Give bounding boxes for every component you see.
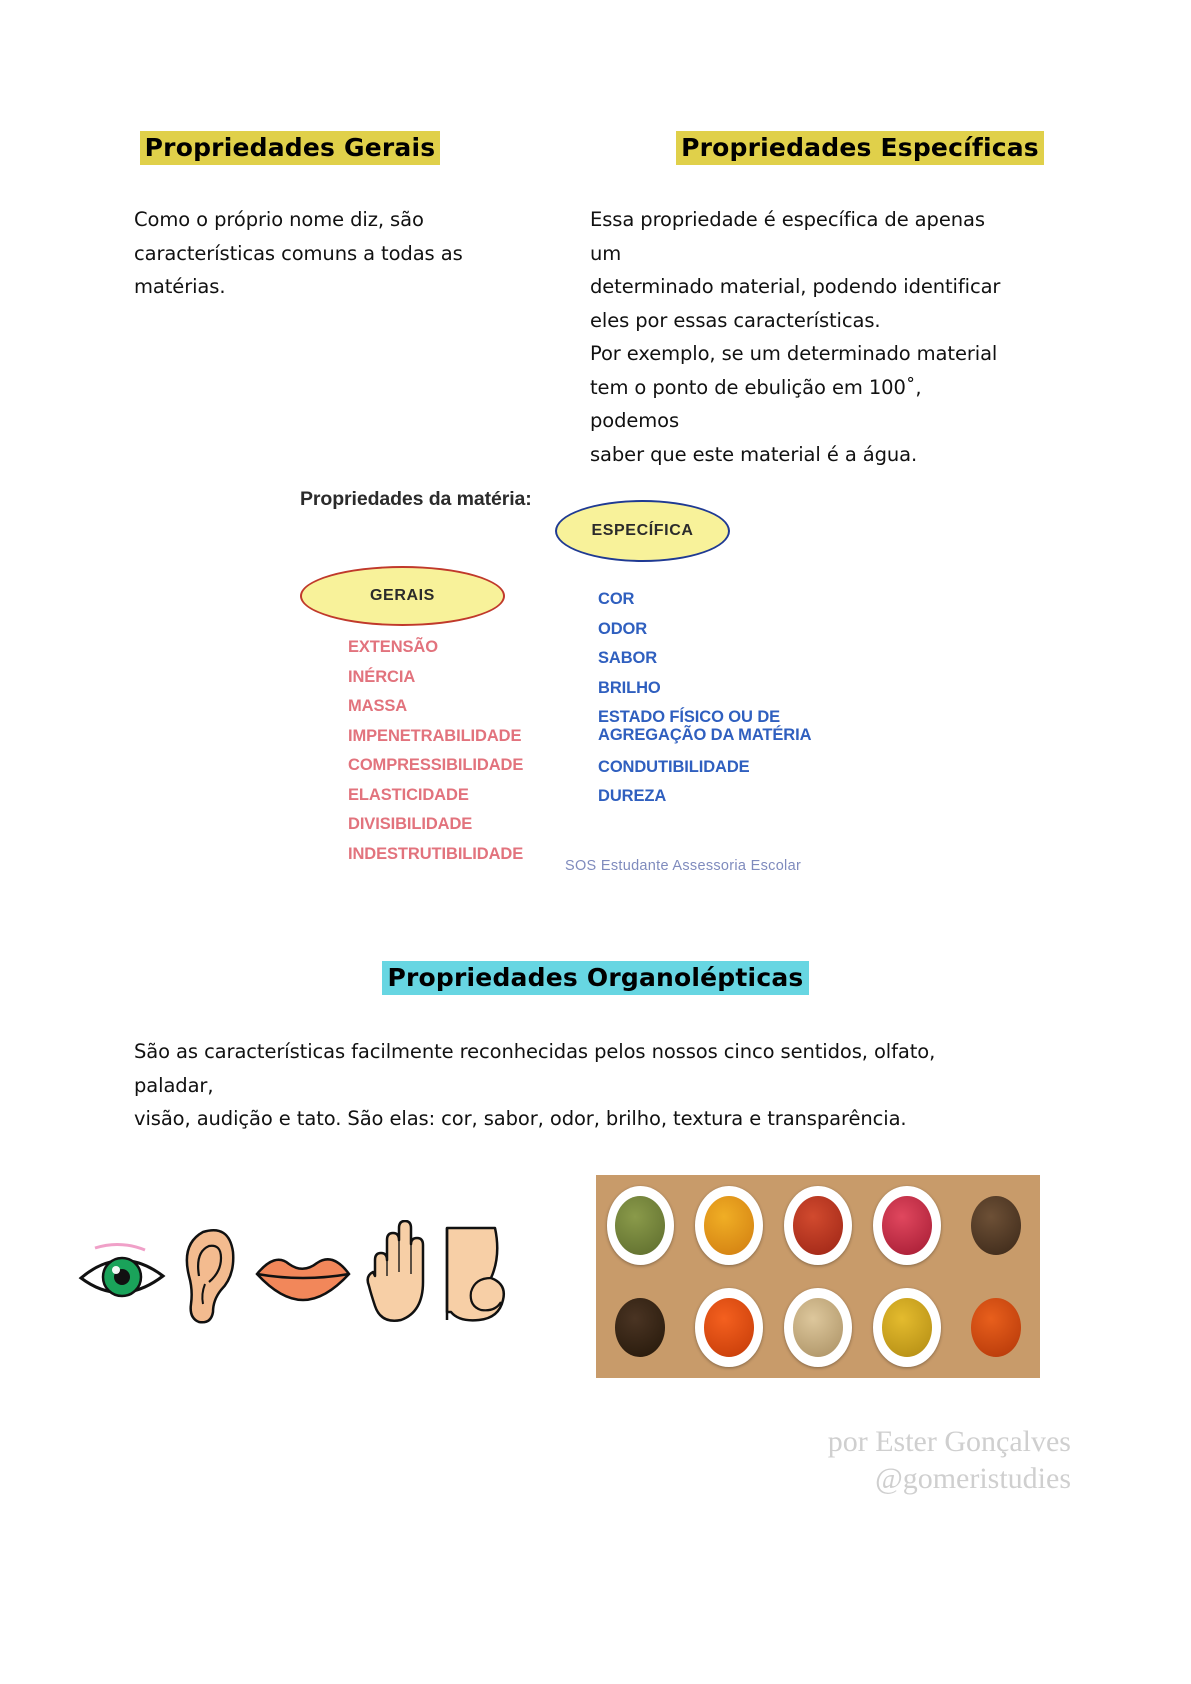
organolepticas-line-1: São as características facilmente reconhecidas pelos nossos cinco sentidos, olfato, paladar, [134, 1040, 936, 1097]
footer-signature [828, 1424, 1071, 1497]
oval-especifica [555, 500, 730, 562]
especificas-body-text [590, 203, 1010, 471]
gerais-line-2: características comuns a todas as matérias. [134, 241, 463, 299]
list-item: IMPENETRABILIDADE [348, 726, 522, 745]
diagram-credit: SOS Estudante Assessoria Escolar [565, 858, 802, 874]
spices-photo-grid [596, 1175, 1040, 1378]
heading-propriedades-gerais: Propriedades Gerais [140, 131, 441, 165]
spice-fill [704, 1196, 754, 1255]
especifica-properties-list [598, 590, 811, 817]
spice-bowl [685, 1175, 774, 1277]
oval-especifica-label: ESPECÍFICA [591, 522, 694, 539]
list-item: COMPRESSIBILIDADE [348, 756, 524, 774]
spice-fill [615, 1298, 665, 1357]
especificas-line-3: eles por essas características. [590, 308, 881, 332]
spice-fill [704, 1298, 754, 1357]
list-item: ELASTICIDADE [348, 785, 469, 804]
gerais-body-text [134, 203, 554, 304]
list-item-line-2: AGREGAÇÃO DA MATÉRIA [598, 726, 812, 745]
list-item: DUREZA [598, 787, 667, 806]
spice-fill [882, 1196, 932, 1255]
spice-fill [615, 1196, 665, 1255]
properties-diagram [290, 478, 910, 898]
list-item-line-1: ESTADO FÍSICO OU DE [598, 708, 781, 726]
oval-gerais-label: GERAIS [370, 587, 435, 604]
bowl-shape [962, 1186, 1029, 1265]
spice-bowl [774, 1277, 863, 1379]
list-item: DIVISIBILIDADE [348, 815, 473, 833]
spice-bowl [951, 1175, 1040, 1277]
list-item: INDESTRUTIBILIDADE [348, 844, 524, 863]
especificas-line-6: saber que este material é a água. [590, 442, 918, 466]
list-item: SABOR [598, 649, 658, 667]
spice-fill [971, 1196, 1021, 1255]
bowl-shape [607, 1186, 674, 1265]
especificas-line-4: Por exemplo, se um determinado material [590, 342, 998, 366]
diagram-title: Propriedades da matéria: [300, 488, 532, 510]
gerais-properties-list [348, 638, 523, 874]
eye-icon [75, 1240, 170, 1310]
bowl-shape [784, 1288, 851, 1367]
list-item: BRILHO [598, 678, 661, 697]
senses-icon-row [75, 1220, 515, 1330]
ear-icon [175, 1224, 241, 1328]
lips-icon [253, 1250, 353, 1302]
spice-bowl [596, 1175, 685, 1277]
organolepticas-body-text [134, 1035, 964, 1136]
gerais-heading-wrap [0, 132, 560, 163]
list-item: COR [598, 590, 635, 608]
list-item: ODOR [598, 619, 648, 638]
bowl-shape [962, 1288, 1029, 1367]
spice-fill [971, 1298, 1021, 1357]
bowl-shape [695, 1288, 762, 1367]
bowl-shape [873, 1288, 940, 1367]
gerais-line-1: Como o próprio nome diz, são [134, 208, 424, 231]
spice-bowl [862, 1175, 951, 1277]
bowl-shape [607, 1288, 674, 1367]
list-item: INÉRCIA [348, 667, 416, 686]
especificas-line-1: Essa propriedade é específica de apenas um [590, 208, 985, 265]
bowl-shape [784, 1186, 851, 1265]
list-item: EXTENSÃO [348, 638, 438, 656]
nose-icon [445, 1226, 511, 1326]
spice-fill [793, 1298, 843, 1357]
headings-row [0, 132, 1191, 163]
list-item [598, 708, 811, 745]
spice-bowl [685, 1277, 774, 1379]
spice-fill [882, 1298, 932, 1357]
spice-bowl [951, 1277, 1040, 1379]
hand-icon [365, 1220, 439, 1328]
spice-bowl [862, 1277, 951, 1379]
bowl-shape [873, 1186, 940, 1265]
list-item: CONDUTIBILIDADE [598, 757, 750, 776]
spice-bowl [774, 1175, 863, 1277]
organolepticas-line-2: visão, audição e tato. São elas: cor, sabor, odor, brilho, textura e transparência. [134, 1107, 907, 1131]
bowl-shape [695, 1186, 762, 1265]
especificas-heading-wrap [560, 132, 1160, 163]
spice-bowl [596, 1277, 685, 1379]
footer-author: por Ester Gonçalves [827, 1425, 1071, 1458]
list-item: MASSA [348, 697, 408, 715]
heading-propriedades-organolepticas: Propriedades Organolépticas [382, 961, 808, 995]
spices-photo [596, 1175, 1040, 1378]
footer-handle: @gomeristudies [875, 1461, 1071, 1495]
organolepticas-heading-wrap [0, 962, 1191, 993]
especificas-line-2: determinado material, podendo identificar [590, 275, 1001, 299]
especificas-line-5: tem o ponto de ebulição em 100˚, podemos [590, 375, 922, 433]
oval-gerais [300, 566, 505, 626]
heading-propriedades-especificas: Propriedades Específicas [676, 131, 1044, 165]
spice-fill [793, 1196, 843, 1255]
